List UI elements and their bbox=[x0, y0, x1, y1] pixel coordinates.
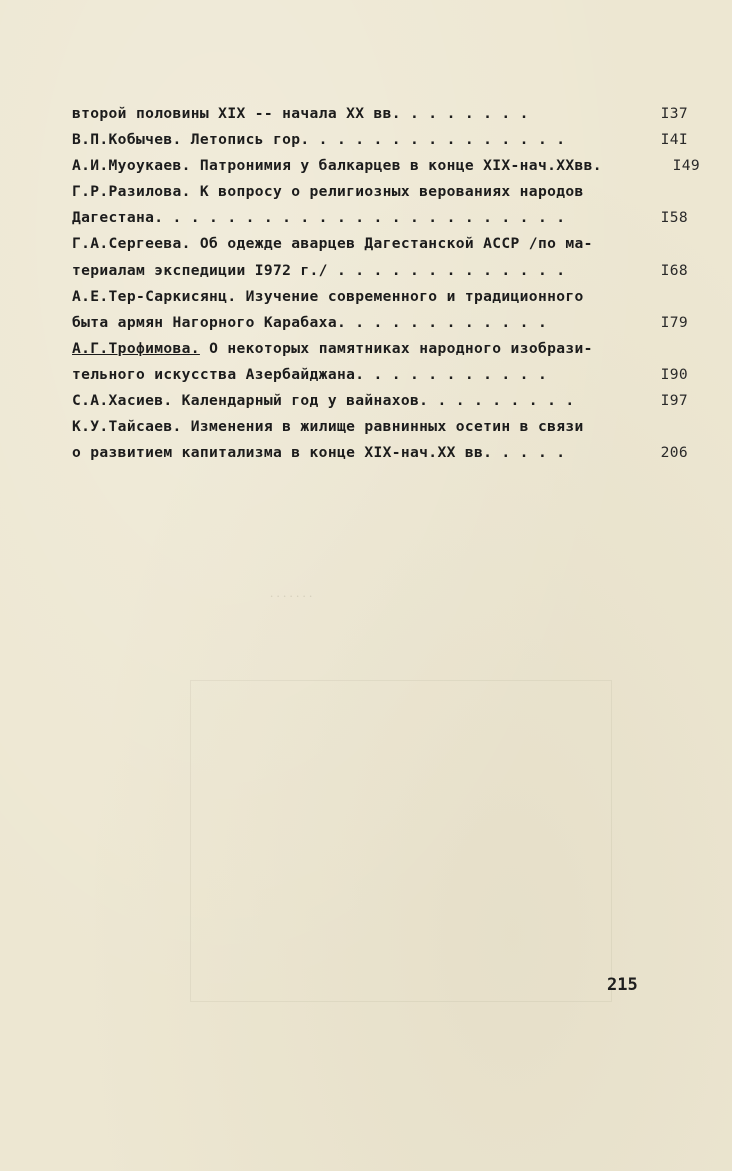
table-of-contents bbox=[72, 101, 700, 466]
toc-line-text: С.А.Хасиев. Календарный год у вайнахов. . . . . . . . . bbox=[72, 392, 575, 410]
toc-line bbox=[72, 231, 692, 257]
toc-line bbox=[72, 310, 692, 336]
toc-page-number: I37 bbox=[660, 105, 688, 122]
toc-page-number: 206 bbox=[660, 444, 688, 462]
toc-line-text: В.П.Кобычев. Летопись гор. . . . . . . . . . . . . . . bbox=[72, 131, 566, 149]
toc-line bbox=[72, 414, 692, 440]
toc-line bbox=[72, 362, 692, 388]
toc-line bbox=[72, 258, 692, 284]
toc-line bbox=[72, 284, 692, 310]
toc-line-text: К.У.Тайсаев. Изменения в жилище равнинных осетин в связи bbox=[72, 418, 584, 436]
toc-author-underlined: А.Г.Трофимова. bbox=[72, 339, 200, 357]
toc-page-number: I68 bbox=[660, 261, 688, 279]
toc-page-number: I79 bbox=[660, 313, 688, 331]
toc-line bbox=[72, 388, 692, 414]
toc-line-text: териалам экспедиции I972 г./ . . . . . . . . . . . . . bbox=[72, 261, 566, 279]
toc-line-text: второй половины XIX -- начала XX вв. . . . . . . . bbox=[72, 105, 529, 122]
toc-page-number: I58 bbox=[660, 209, 688, 227]
toc-line bbox=[72, 205, 692, 231]
toc-line-text: тельного искусства Азербайджана. . . . . . . . . . . bbox=[72, 365, 548, 383]
toc-page-number: I4I bbox=[660, 131, 688, 149]
toc-line bbox=[72, 127, 692, 153]
toc-line-text: быта армян Нагорного Карабаха. . . . . . . . . . . . bbox=[72, 313, 548, 331]
show-through-frame bbox=[190, 680, 612, 1002]
toc-line bbox=[72, 440, 692, 466]
toc-line-text: Дагестана. . . . . . . . . . . . . . . . . . . . . . . bbox=[72, 209, 566, 227]
toc-line bbox=[72, 101, 692, 127]
toc-line bbox=[72, 336, 692, 362]
toc-line-text: А.Е.Тер-Саркисянц. Изучение современного и традиционного bbox=[72, 287, 584, 305]
toc-line-text: о развитием капитализма в конце XIX-нач.XX вв. . . . . bbox=[72, 444, 566, 462]
toc-line-text: Г.А.Сергеева. Об одежде аварцев Дагестанской АССР /по ма- bbox=[72, 235, 593, 253]
toc-page-number: I90 bbox=[660, 365, 688, 383]
toc-line bbox=[72, 153, 700, 179]
page-number: 215 bbox=[607, 975, 638, 995]
toc-page-number: I97 bbox=[660, 392, 688, 410]
toc-title-text: О некоторых памятниках народного изобрази- bbox=[209, 339, 593, 357]
show-through-text: . . . . . . . bbox=[270, 585, 313, 600]
toc-line-text: А.И.Муоукаев. Патронимия у балкарцев в конце XIX-нач.XXвв. bbox=[72, 157, 602, 175]
toc-line-text: Г.Р.Разилова. К вопросу о религиозных верованиях народов bbox=[72, 183, 584, 201]
toc-page-number: I49 bbox=[672, 157, 700, 175]
toc-line bbox=[72, 179, 692, 205]
toc-line-text bbox=[72, 336, 593, 362]
